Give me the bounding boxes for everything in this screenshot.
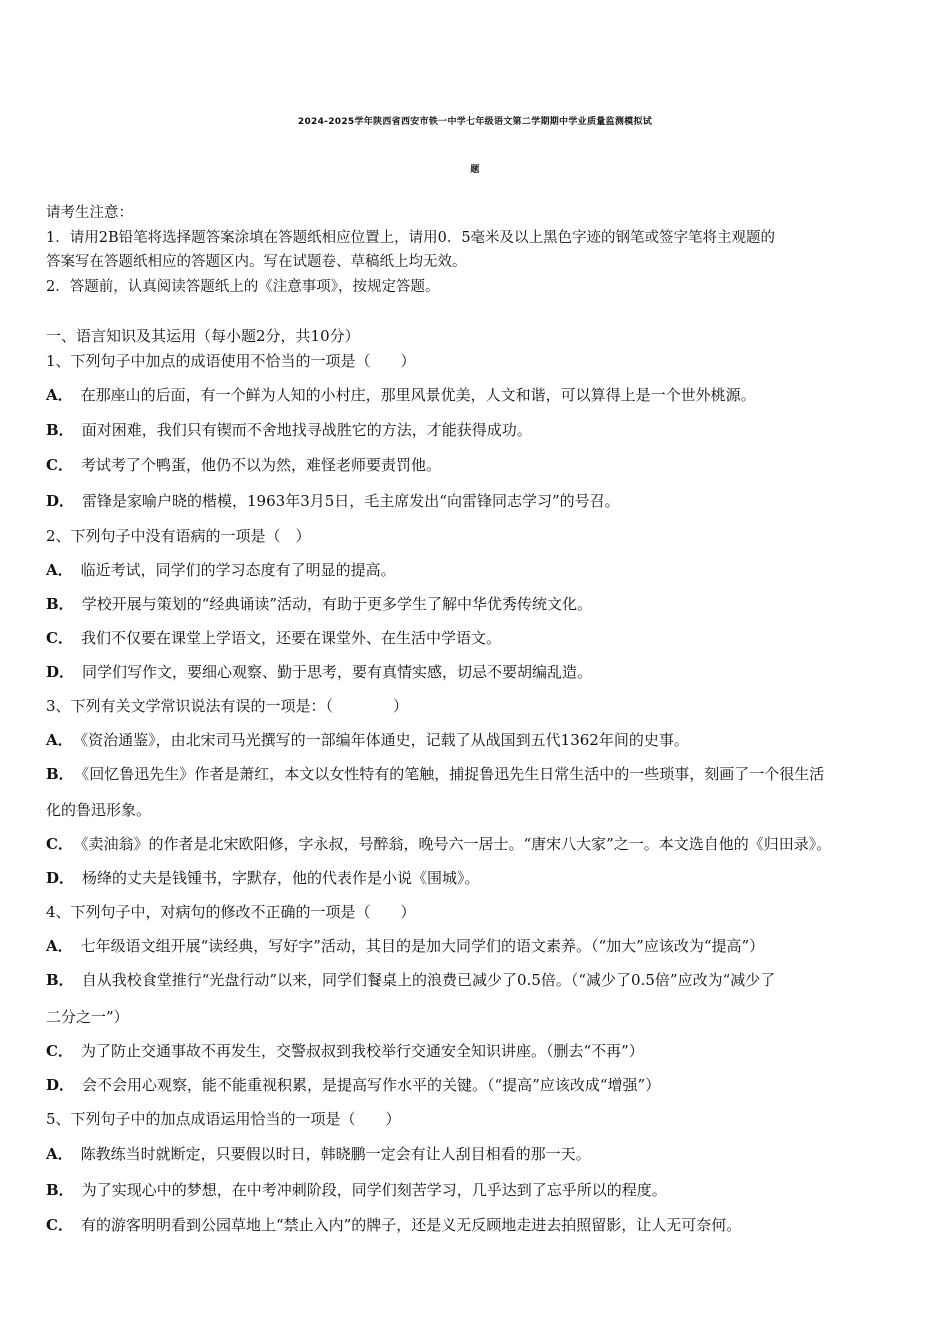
option-text: 同学们写作文，要细心观察、勤于思考，要有真情实感，切忌不要胡编乱造。 [82, 663, 593, 681]
section-heading: 一、语言知识及其运用（每小题2分，共10分） [46, 327, 360, 345]
option-letter: D． [46, 1076, 75, 1094]
doc-title-line1: 2024-2025学年陕西省西安市铁一中学七年级语文第二学期期中学业质量监测模拟试 [297, 117, 653, 127]
question-1-stem: 1、下列句子中加点的成语使用不恰当的一项是（ ） [46, 352, 416, 370]
option-text: 陈教练当时就断定，只要假以时日，韩晓鹏一定会有让人刮目相看的那一天。 [80, 1145, 591, 1163]
question-4-option-d [46, 1075, 660, 1095]
option-letter: C． [46, 629, 73, 647]
question-5-stem: 5、下列句子中的加点成语运用恰当的一项是（ ） [46, 1110, 401, 1128]
option-letter: A． [46, 1145, 73, 1163]
question-3-option-d [46, 868, 480, 888]
option-text: 有的游客明明看到公园草地上“禁止入内”的牌子，还是义无反顾地走进去拍照留影，让人无可奈何。 [80, 1216, 742, 1234]
option-text: 自从我校食堂推行“光盘行动”以来，同学们餐桌上的浪费已减少了0.5倍。（“减少了0.5倍”应改为“减少了 [81, 971, 776, 989]
notice-item-1: 1．请用2B铅笔将选择题答案涂填在答题纸相应位置上，请用0．5毫米及以上黑色字迹的钢笔或签字笔将主观题的 [46, 230, 776, 246]
option-text: 七年级语文组开展“读经典，写好字”活动，其目的是加大同学们的语文素养。（“加大”应该改为“提高”） [80, 937, 765, 955]
option-letter: C． [46, 835, 73, 853]
option-text: 考试考了个鸭蛋，他仍不以为然，难怪老师要责罚他。 [80, 456, 441, 474]
option-letter: A． [46, 731, 73, 749]
option-text: 在那座山的后面，有一个鲜为人知的小村庄，那里风景优美，人文和谐，可以算得上是一个世外桃源。 [80, 386, 756, 404]
option-letter: C． [46, 456, 73, 474]
question-2-option-a [46, 560, 396, 580]
question-2-option-d [46, 662, 592, 682]
question-1-option-a [46, 385, 756, 405]
option-text: 《卖油翁》的作者是北宋欧阳修，字永叔，号醉翁，晚号六一居士。“唐宋八大家”之一。本文选自他的《归田录》。 [80, 835, 832, 853]
question-2-option-c [46, 628, 501, 648]
option-letter: D． [46, 663, 75, 681]
option-letter: D． [46, 869, 75, 887]
question-1-option-d [46, 491, 620, 511]
question-5-option-c [46, 1215, 741, 1235]
option-text: 临近考试，同学们的学习态度有了明显的提高。 [80, 561, 396, 579]
option-letter: C． [46, 1216, 73, 1234]
option-letter: A． [46, 561, 73, 579]
question-2-stem: 2、下列句子中没有语病的一项是（ ） [46, 527, 311, 545]
question-3-option-c [46, 834, 831, 854]
option-letter: A． [46, 937, 73, 955]
question-4-stem: 4、下列句子中，对病句的修改不正确的一项是（ ） [46, 903, 416, 921]
question-3-option-a [46, 730, 689, 750]
option-text: 学校开展与策划的“经典诵读”活动，有助于更多学生了解中华优秀传统文化。 [81, 595, 593, 613]
option-text: 会不会用心观察，能不能重视积累，是提高写作水平的关键。（“提高”应该改成“增强”） [82, 1076, 661, 1094]
option-letter: B． [46, 421, 74, 439]
notice-item-2: 2．答题前，认真阅读答题纸上的《注意事项》，按规定答题。 [46, 279, 440, 295]
option-text: 为了实现心中的梦想，在中考冲刺阶段，同学们刻苦学习，几乎达到了忘乎所以的程度。 [81, 1181, 667, 1199]
notice-heading: 请考生注意： [46, 205, 133, 221]
option-letter: A． [46, 386, 73, 404]
question-2-option-b [46, 594, 592, 614]
option-letter: B． [46, 971, 74, 989]
question-5-option-b [46, 1180, 667, 1200]
option-letter: B． [46, 595, 74, 613]
option-text: 《资治通鉴》，由北宋司马光撰写的一部编年体通史，记载了从战国到五代1362年间的史事。 [80, 731, 689, 749]
option-letter: B． [46, 765, 74, 783]
question-5-option-a [46, 1144, 591, 1164]
option-text: 为了防止交通事故不再发生，交警叔叔到我校举行交通安全知识讲座。（删去“不再”） [80, 1042, 644, 1060]
question-3-option-b [46, 764, 824, 784]
question-4-option-a [46, 936, 764, 956]
question-1-option-b [46, 420, 532, 440]
question-4-option-b-cont: 二分之一”） [46, 1008, 129, 1026]
doc-title-line2: 题 [470, 165, 480, 175]
option-letter: C． [46, 1042, 73, 1060]
option-letter: D． [46, 492, 75, 510]
question-1-option-c [46, 455, 441, 475]
question-4-option-b [46, 970, 775, 990]
option-text: 面对困难，我们只有锲而不舍地找寻战胜它的方法，才能获得成功。 [81, 421, 532, 439]
question-4-option-c [46, 1041, 644, 1061]
question-3-option-b-cont: 化的鲁迅形象。 [46, 801, 152, 819]
option-text: 《回忆鲁迅先生》作者是萧红，本文以女性特有的笔触，捕捉鲁迅先生日常生活中的一些琐事，刻画了一个很生活 [81, 765, 825, 783]
option-letter: B． [46, 1181, 74, 1199]
notice-item-1-cont: 答案写在答题纸相应的答题区内。写在试题卷、草稿纸上均无效。 [46, 254, 467, 270]
option-text: 我们不仅要在课堂上学语文，还要在课堂外、在生活中学语文。 [80, 629, 501, 647]
option-text: 雷锋是家喻户晓的楷模，1963年3月5日，毛主席发出“向雷锋同志学习”的号召。 [82, 492, 620, 510]
question-3-stem: 3、下列有关文学常识说法有误的一项是：（ ） [46, 697, 409, 715]
option-text: 杨绛的丈夫是钱锺书，字默存，他的代表作是小说《围城》。 [82, 869, 480, 887]
